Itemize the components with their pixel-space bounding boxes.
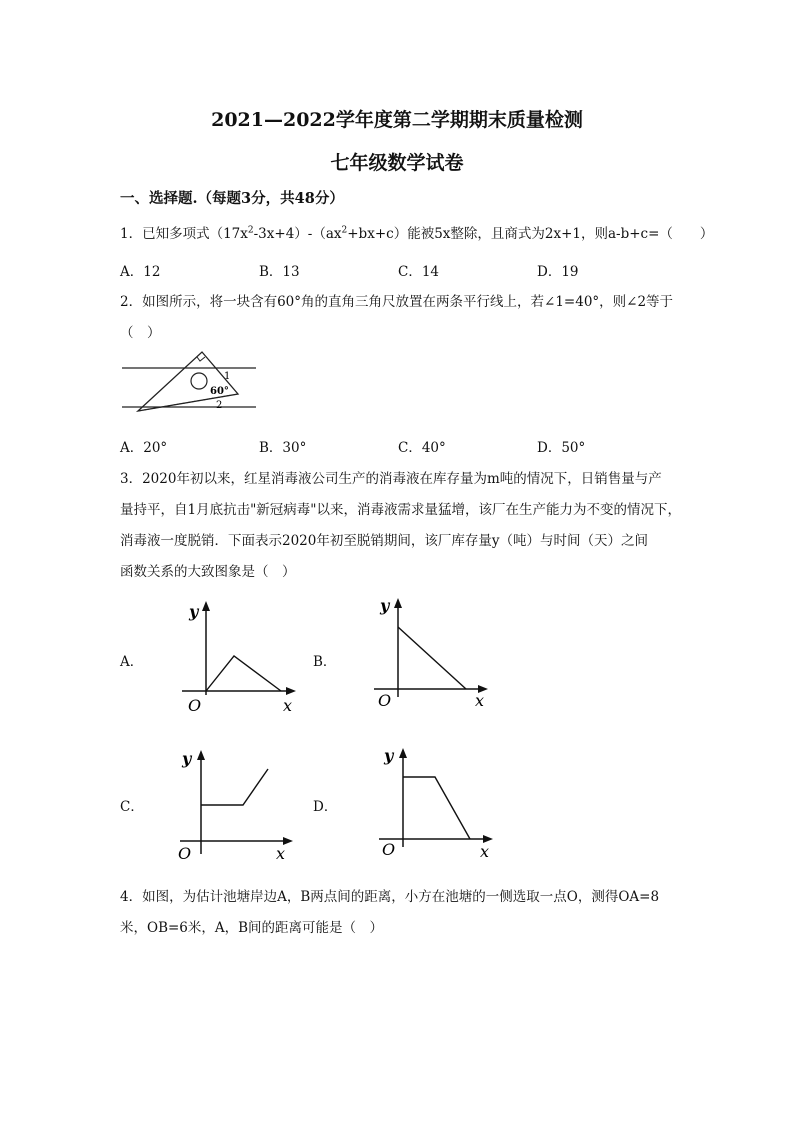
q1-option-d[interactable]: D．19 (537, 264, 579, 280)
x-arrow (286, 687, 296, 695)
question-3-text-3: 消毒液一度脱销．下面表示2020年初至脱销期间，该厂库存量y（吨）与时间（天）之间 (120, 533, 648, 549)
q3-option-c[interactable]: C． (120, 799, 144, 815)
y-arrow (399, 748, 407, 758)
graph-d-curve (403, 777, 470, 839)
y-label: y (182, 749, 192, 768)
graph-d (362, 742, 497, 867)
section-heading: 一、选择题.（每题3分，共48分） (120, 190, 344, 207)
x-label: x (283, 696, 293, 715)
triangle-ruler-figure (120, 348, 270, 418)
question-2-text-cont: （ ） (120, 325, 161, 341)
q3-option-a[interactable]: A． (120, 654, 144, 670)
x-label: x (276, 844, 286, 863)
angle-1-label: 1 (224, 371, 231, 382)
ruler-hole (191, 373, 207, 389)
graph-b (362, 592, 497, 717)
y-arrow (202, 601, 210, 611)
x-label: x (475, 691, 485, 710)
origin-label: O (382, 840, 396, 859)
question-2-text: 2．如图所示，将一块含有60°角的直角三角尺放置在两条平行线上，若∠1=40°，则∠2等于 (120, 294, 674, 310)
y-label: y (384, 746, 394, 765)
y-label: y (380, 596, 390, 615)
graph-a (170, 595, 305, 720)
q1-option-c[interactable]: C．14 (398, 264, 440, 280)
question-3-text-4: 函数关系的大致图象是（ ） (120, 564, 296, 580)
question-4-text-1: 4．如图，为估计池塘岸边A，B两点间的距离，小方在池塘的一侧选取一点O，测得OA=8 (120, 889, 660, 905)
q2-option-c[interactable]: C．40° (398, 440, 446, 456)
question-3-text-2: 量持平，自1月底抗击"新冠病毒"以来，消毒液需求量猛增，该厂在生产能力为不变的情况下， (120, 502, 682, 518)
q2-option-d[interactable]: D．50° (537, 440, 586, 456)
graph-a-curve (206, 656, 281, 691)
right-angle-mark (197, 357, 205, 361)
y-label: y (189, 602, 199, 621)
q2-option-b[interactable]: B．30° (259, 440, 307, 456)
exam-subtitle: 七年级数学试卷 (330, 152, 464, 174)
question-1-text: 1．已知多项式$(17x^2-3x+4)-(ax^2+bx+c)$能被5x整除，且商式为2x+1，则a-b+c=（ ） (120, 225, 714, 242)
angle-2-label: 2 (216, 400, 223, 411)
question-4-text-2: 米，OB=6米，A，B间的距离可能是（ ） (120, 920, 384, 936)
y-arrow (197, 750, 205, 760)
graph-b-curve (398, 627, 466, 689)
q1-option-a[interactable]: A．12 (120, 264, 161, 280)
origin-label: O (178, 844, 192, 863)
q3-option-d[interactable]: D． (313, 799, 338, 815)
q3-option-b[interactable]: B． (313, 654, 337, 670)
origin-label: O (378, 691, 392, 710)
q1-option-b[interactable]: B．13 (259, 264, 300, 280)
q2-option-a[interactable]: A．20° (120, 440, 168, 456)
origin-label: O (188, 696, 202, 715)
graph-c (170, 744, 305, 869)
y-arrow (394, 598, 402, 608)
graph-c-curve (201, 769, 268, 805)
angle-60-label: 60° (210, 386, 229, 397)
x-label: x (480, 842, 490, 861)
exam-title: 2021—2022学年度第二学期期末质量检测 (211, 109, 583, 131)
question-3-text-1: 3．2020年初以来，红星消毒液公司生产的消毒液在库存量为m吨的情况下，日销售量与产 (120, 471, 662, 487)
